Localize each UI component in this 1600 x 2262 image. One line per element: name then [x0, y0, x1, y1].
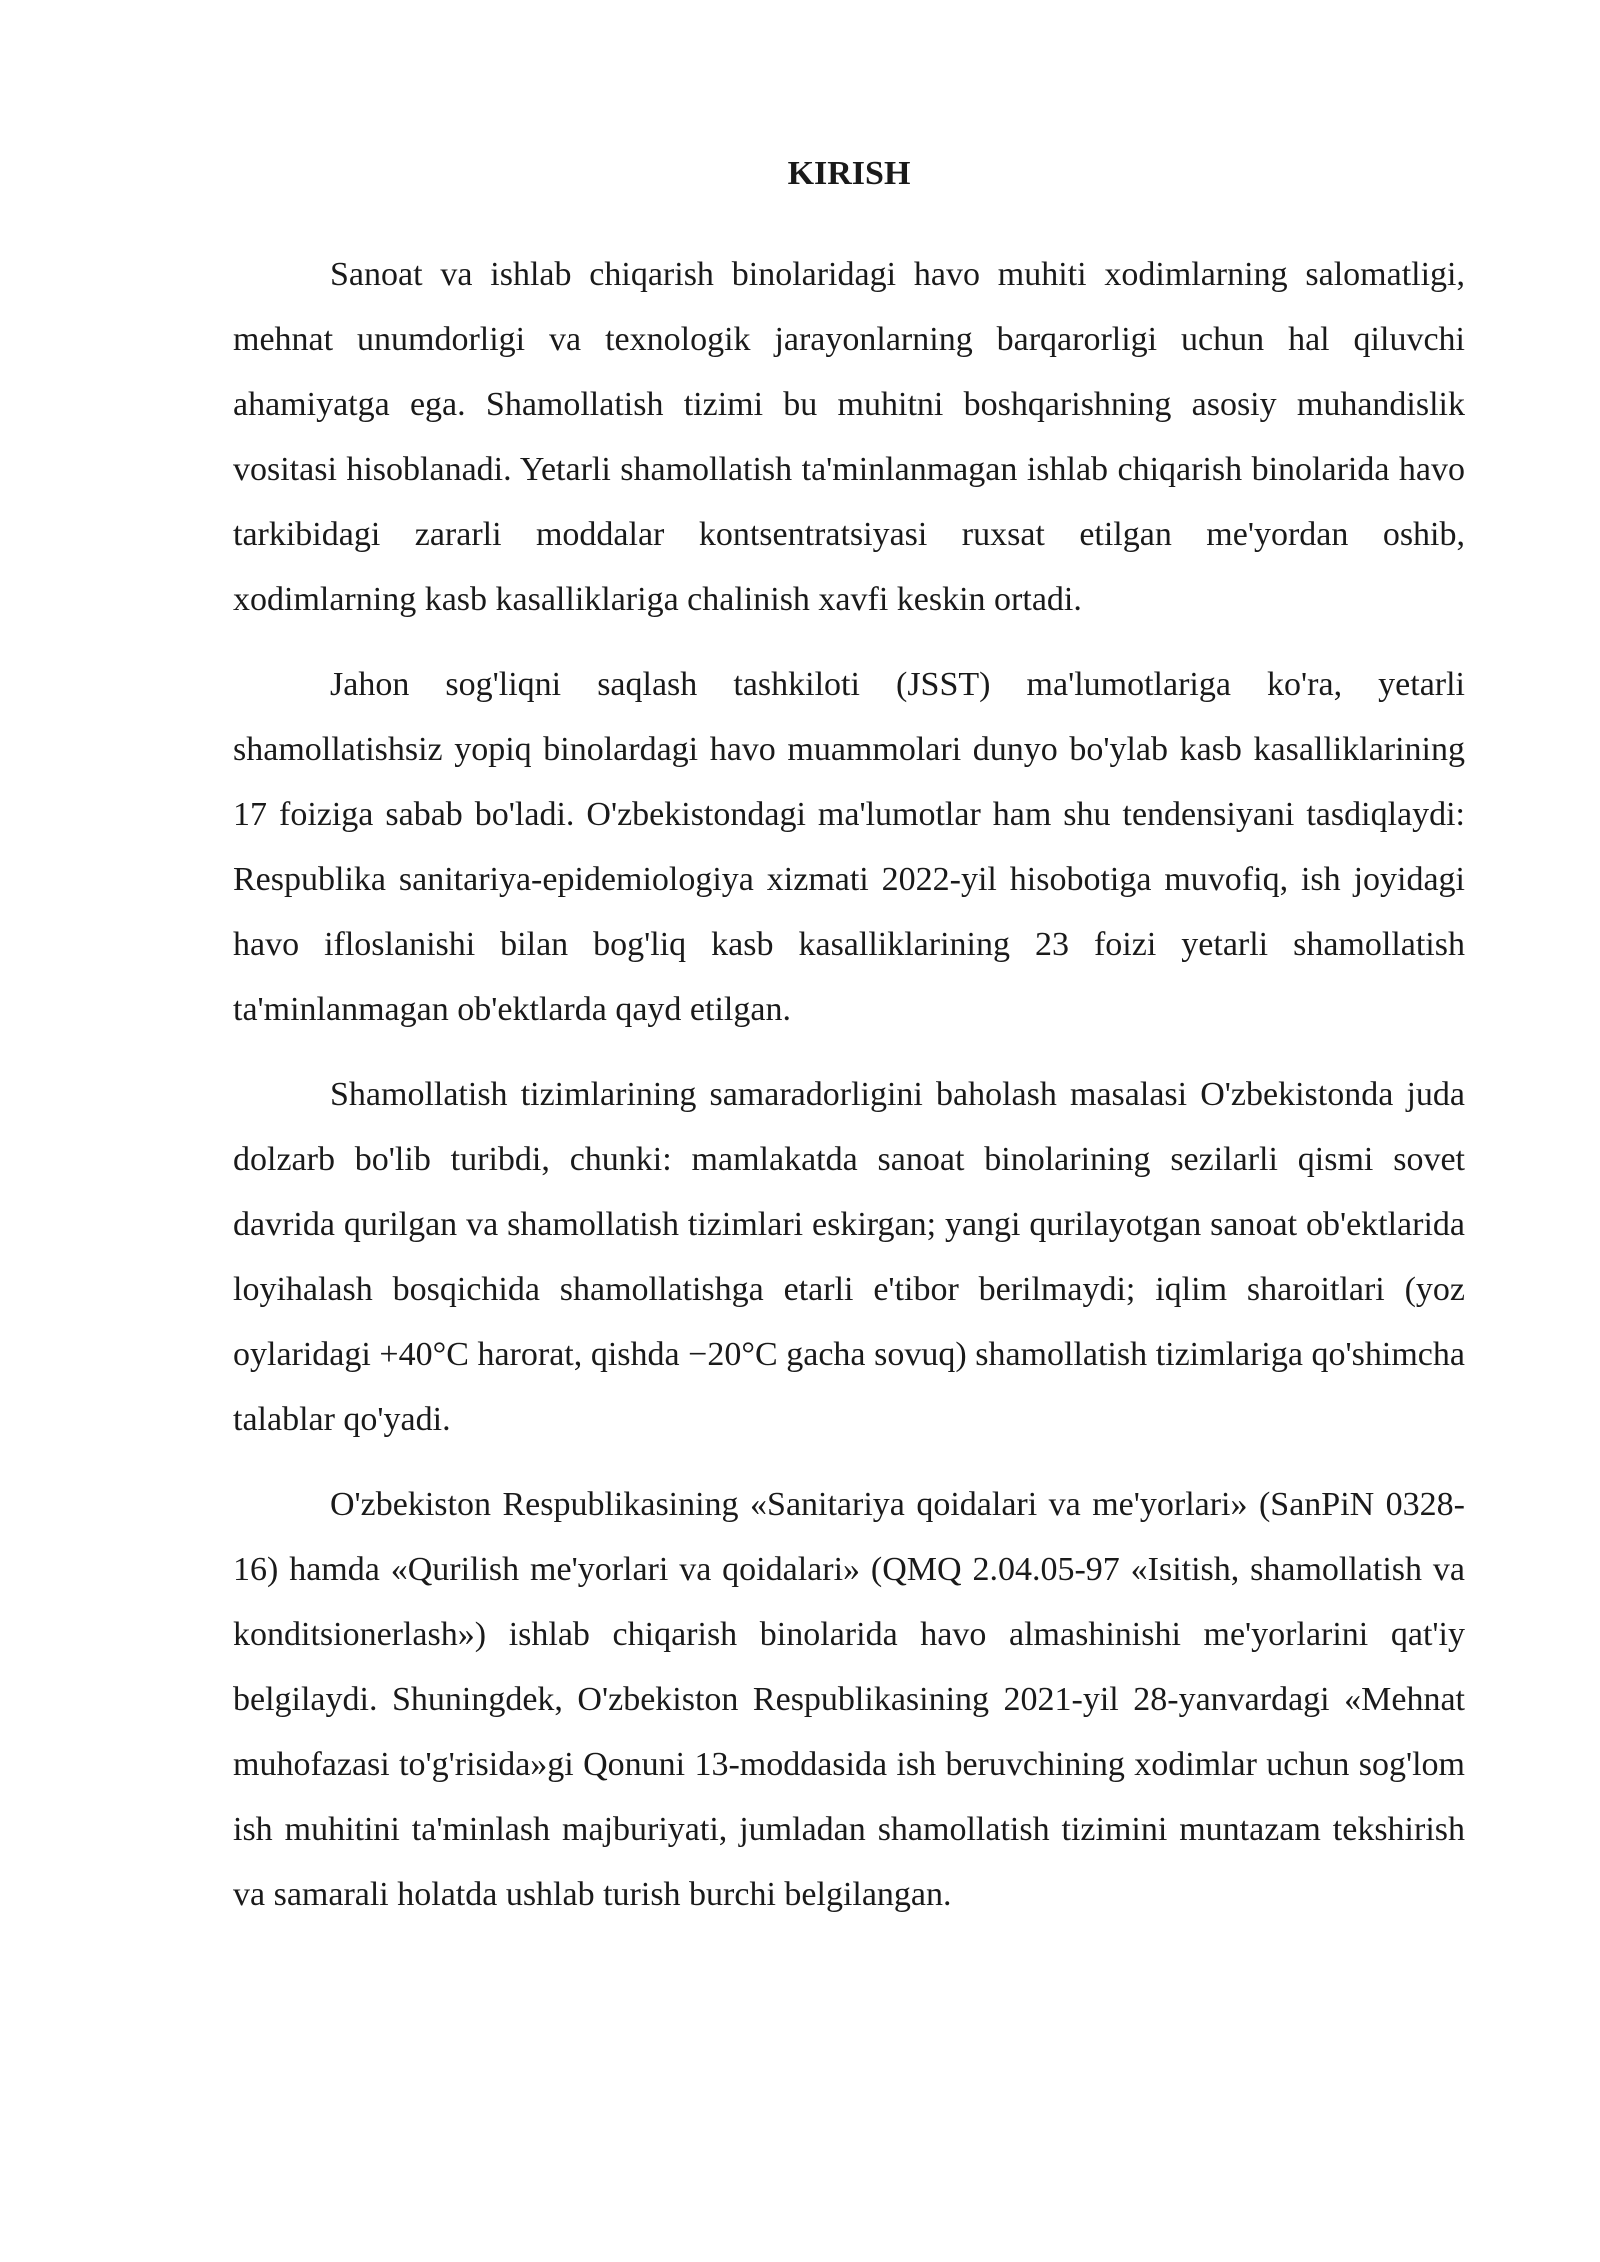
document-body [233, 152, 1465, 1947]
section-title: KIRISH [787, 155, 911, 192]
paragraph-4: O'zbekiston Respublikasining «Sanitariya qoidalari va me'yorlari» (SanPiN 0328-16) hamda «Qurilish me'yorlari va qoidalari» (QMQ 2.04.05-97 «Isitish, shamollatish va konditsionerlash») ishlab chiqarish binolarida havo almashinishi me'yorlarini qat'iy belgilaydi. Shuningdek, O'zbekiston Respublikasining 2021-yil 28-yanvardagi «Mehnat muhofazasi to'g'risida»gi Qonuni 13-moddasida ish beruvchining xodimlar uchun sog'lom ish muhitini ta'minlash majburiyati, jumladan shamollatish tizimini muntazam tekshirish va samarali holatda ushlab turish burchi belgilangan. [233, 1486, 1465, 1913]
paragraph-1: Sanoat va ishlab chiqarish binolaridagi havo muhiti xodimlarning salomatligi, mehnat unumdorligi va texnologik jarayonlarning barqarorligi uchun hal qiluvchi ahamiyatga ega. Shamollatish tizimi bu muhitni boshqarishning asosiy muhandislik vositasi hisoblanadi. Yetarli shamollatish ta'minlanmagan ishlab chiqarish binolarida havo tarkibidagi zararli moddalar kontsentratsiyasi ruxsat etilgan me'yordan oshib, xodimlarning kasb kasalliklariga chalinish xavfi keskin ortadi. [233, 256, 1465, 618]
paragraph-3: Shamollatish tizimlarining samaradorligini baholash masalasi O'zbekistonda juda dolzarb bo'lib turibdi, chunki: mamlakatda sanoat binolarining sezilarli qismi sovet davrida qurilgan va shamollatish tizimlari eskirgan; yangi qurilayotgan sanoat ob'ektlarida loyihalash bosqichida shamollatishga etarli e'tibor berilmaydi; iqlim sharoitlari (yoz oylaridagi +40°C harorat, qishda −20°C gacha sovuq) shamollatish tizimlariga qo'shimcha talablar qo'yadi. [233, 1076, 1465, 1438]
paragraph-2: Jahon sog'liqni saqlash tashkiloti (JSST) ma'lumotlariga ko'ra, yetarli shamollatishsiz yopiq binolardagi havo muammolari dunyo bo'ylab kasb kasalliklarining 17 foiziga sabab bo'ladi. O'zbekistondagi ma'lumotlar ham shu tendensiyani tasdiqlaydi: Respublika sanitariya-epidemiologiya xizmati 2022-yil hisobotiga muvofiq, ish joyidagi havo ifloslanishi bilan bog'liq kasb kasalliklarining 23 foizi yetarli shamollatish ta'minlanmagan ob'ektlarda qayd etilgan. [233, 666, 1465, 1028]
